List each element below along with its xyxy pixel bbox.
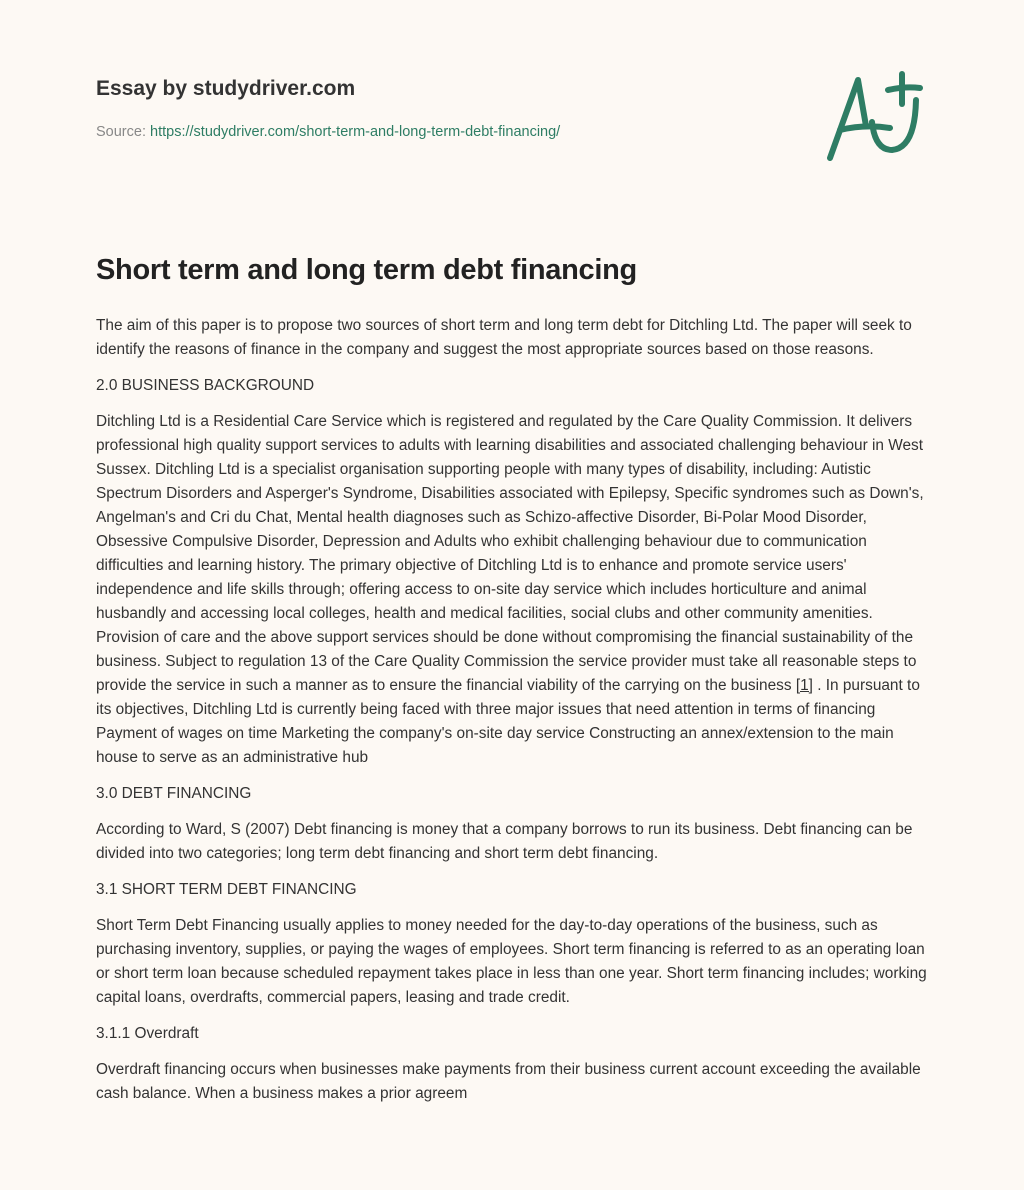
background-paragraph [96,410,932,770]
section-heading-short-term: 3.1 SHORT TERM DEBT FINANCING [96,881,357,898]
source-link[interactable]: https://studydriver.com/short-term-and-long-term-debt-financing/ [150,124,561,140]
article-body [96,314,932,1118]
article-title: Short term and long term debt financing [96,254,637,286]
section-heading-background: 2.0 BUSINESS BACKGROUND [96,377,315,394]
citation-link[interactable]: [1] [795,677,813,694]
overdraft-paragraph: Overdraft financing occurs when businesses make payments from their business current account exceeding the available cash balance. When a business makes a prior agreem [96,1061,921,1102]
short-term-paragraph: Short Term Debt Financing usually applies to money needed for the day-to-day operations of the business, such as purchasing inventory, supplies, or paying the wages of employees. Short term financing is referred to as an operating loan or short term loan because scheduled repayment takes place in less than one year. Short term financing includes; working capital loans, overdrafts, commercial papers, leasing and trade credit. [96,917,927,1006]
site-title: Essay by studydriver.com [96,77,356,100]
a-plus-logo-icon [820,66,930,166]
intro-paragraph: The aim of this paper is to propose two sources of short term and long term debt for Ditchling Ltd. The paper will seek to identify the reasons of finance in the company and suggest the most appropriate sources based on those reasons. [96,317,912,358]
source-label: Source: [96,124,146,140]
background-text-a: Ditchling Ltd is a Residential Care Service which is registered and regulated by the Care Quality Commission. It delivers professional high quality support services to adults with learning disabilities and associated challenging behaviour in West Sussex. Ditchling Ltd is a specialist organisation supporting people with many types of disability, including: Autistic Spectrum Disorders and Asperger's Syndrome, Disabilities associated with Epilepsy, Specific syndromes such as Down's, Angelman's and Cri du Chat, Mental health diagnoses such as Schizo-affective Disorder, Bi-Polar Mood Disorder, Obsessive Compulsive Disorder, Depression and Adults who exhibit challenging behaviour due to communication difficulties and learning history. The primary objective of Ditchling Ltd is to enhance and promote service users' independence and life skills through; offering access to on-site day service which includes horticulture and animal husbandly and accessing local colleges, health and medical facilities, social clubs and other community amenities. Provision of care and the above support services should be done without compromising the financial sustainability of the business. Subject to regulation 13 of the Care Quality Commission the service provider must take all reasonable steps to provide the service in such a manner as to ensure the financial viability of the carrying on the business [96,413,924,694]
section-heading-overdraft: 3.1.1 Overdraft [96,1025,199,1042]
section-heading-debt: 3.0 DEBT FINANCING [96,785,252,802]
debt-paragraph: According to Ward, S (2007) Debt financing is money that a company borrows to run its business. Debt financing can be divided into two categories; long term debt financing and short term debt financing. [96,821,913,862]
background-text-b: . In pursuant to its objectives, Ditchling Ltd is currently being faced with three major issues that need attention in terms of financing Payment of wages on time Marketing the company's on-site day service Constructing an annex/extension to the main house to serve as an administrative hub [96,677,920,766]
source-line [96,124,560,140]
